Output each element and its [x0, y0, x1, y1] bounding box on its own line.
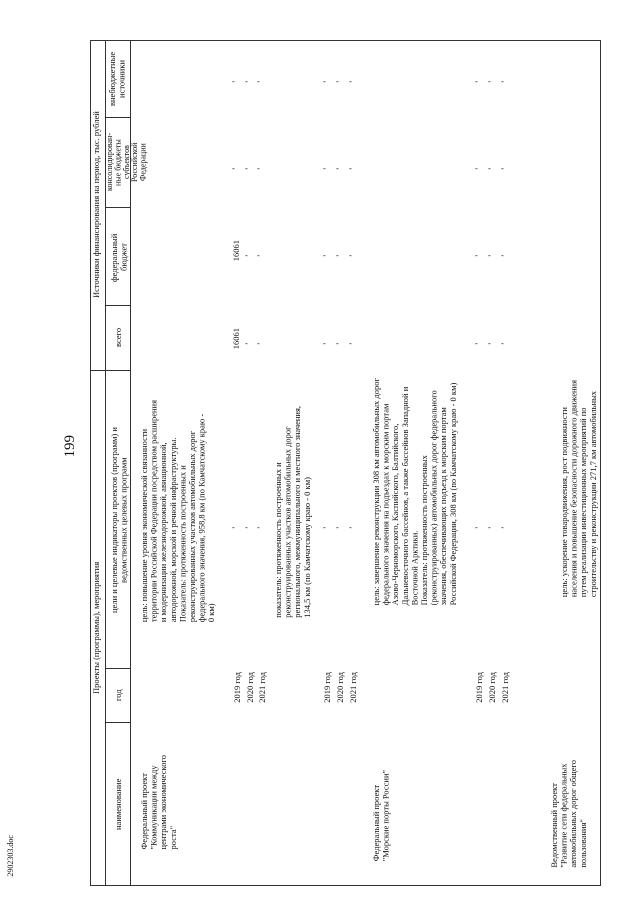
header-consolidated: консолидирован- ные бюджеты субъектов Российской Федерации: [105, 133, 148, 192]
total-value: -: [488, 338, 491, 348]
goal-dash: -: [336, 522, 339, 532]
consolidated-value: -: [336, 163, 339, 173]
extra-value: -: [488, 76, 491, 86]
goal-text: цель: завершение реконструкции 308 км автомобильных дорог федерального значения на подъездах к морским портам Азово-Черноморского, Каспийского, Балтийского, Дальневосточного бассейнов, а также бассейнов Западной и Восточной Арктики. Показатель: протяженность построенных (реконструированных) автомобильных дорог федерального значения, обеспечивающих подъезд к морским портам Российской Федерации, 308 км (по Камчатскому краю - 0 км): [371, 378, 458, 606]
col-sep-federal-total: [105, 305, 131, 306]
col-sep-extra-consol: [105, 117, 131, 118]
goal-text: цель: ускорение товародвижения, рост подвижности населения и повышение безопасности дорожного движения путем реализации инвестиционных мероприятий по строительству и реконструкции 271,7 км автомобильных: [559, 380, 598, 598]
extra-value: -: [336, 76, 339, 86]
total-value: -: [257, 338, 260, 348]
page-number: 199: [62, 435, 78, 458]
federal-value: -: [257, 250, 260, 260]
table-bottom-edge: [90, 885, 601, 886]
header-year: год: [113, 689, 123, 701]
extra-value: -: [323, 76, 326, 86]
year-label: 2021 год: [348, 672, 358, 703]
federal-value: 16061: [231, 240, 241, 262]
total-value: -: [475, 338, 478, 348]
extra-value: -: [475, 76, 478, 86]
total-value: 16061: [231, 328, 241, 350]
goal-text: показатель: протяженность построенных и реконструированных участков автомобильных дорог регионального, межмуниципального и местного значения, 134,5 км (по Камчатскому краю - 0 км): [273, 406, 312, 618]
federal-value: -: [245, 250, 248, 260]
total-value: -: [336, 338, 339, 348]
goal-dash: -: [245, 522, 248, 532]
federal-value: -: [475, 250, 478, 260]
total-value: -: [323, 338, 326, 348]
header-name: наименование: [113, 778, 123, 830]
table-border-bottom: [600, 40, 601, 885]
goal-text: цель: повышение уровня экономической связанности территории Российской Федерации посредством расширения и модернизации железнодорожной, авиационной, автодорожной, морской и речной инфраструктуры. Показатель: протяженность построенных и реконструированных участков автомобильных дорог федерального значения, 958,8 км (по Камчатскому краю - 0 км): [139, 400, 217, 623]
extra-value: -: [349, 76, 352, 86]
extra-value: -: [501, 76, 504, 86]
header-total: всего: [113, 327, 123, 348]
year-label: 2021 год: [500, 672, 510, 703]
col-sep-goals-year: [105, 668, 131, 669]
extra-value: -: [232, 76, 235, 86]
goal-dash: -: [501, 522, 504, 532]
federal-value: -: [349, 250, 352, 260]
consolidated-value: -: [501, 163, 504, 173]
footer-filename: 2902303.doc: [6, 835, 15, 877]
goal-dash: -: [349, 522, 352, 532]
project-name: Ведомственный проект "Развитие сети федеральных автомобильных дорог общего пользования": [549, 760, 588, 868]
year-label: 2019 год: [232, 672, 242, 703]
goal-dash: -: [488, 522, 491, 532]
goal-dash: -: [475, 522, 478, 532]
goal-dash: -: [323, 522, 326, 532]
header-federal: федеральный бюджет: [109, 233, 129, 282]
project-name: Федеральный проект "Коммуникации между центрами экономического роста": [139, 755, 178, 850]
consolidated-value: -: [349, 163, 352, 173]
header-goals: цели и целевые индикаторы проектов (программ) и ведомственных целевых программ: [109, 427, 129, 613]
consolidated-value: -: [257, 163, 260, 173]
consolidated-value: -: [488, 163, 491, 173]
goal-dash: -: [257, 522, 260, 532]
year-label: 2020 год: [487, 672, 497, 703]
header-projects-group: Проекты (программы), мероприятия: [91, 561, 101, 694]
consolidated-value: -: [323, 163, 326, 173]
year-label: 2019 год: [474, 672, 484, 703]
year-label: 2020 год: [335, 672, 345, 703]
federal-value: -: [488, 250, 491, 260]
col-sep-sources-projects: [90, 370, 131, 371]
table-top-edge: [90, 40, 601, 41]
consolidated-value: -: [245, 163, 248, 173]
extra-value: -: [257, 76, 260, 86]
header-sources-group: Источники финансирования на период, тыс. рублей: [91, 111, 101, 299]
header-extrabudget: внебюджетные источники: [107, 51, 127, 107]
consolidated-value: -: [475, 163, 478, 173]
total-value: -: [501, 338, 504, 348]
extra-value: -: [245, 76, 248, 86]
total-value: -: [245, 338, 248, 348]
total-value: -: [349, 338, 352, 348]
year-label: 2021 год: [257, 672, 267, 703]
col-sep-year-name: [105, 722, 131, 723]
consolidated-value: -: [232, 163, 235, 173]
year-label: 2019 год: [322, 672, 332, 703]
col-sep-consol-federal: [105, 207, 131, 208]
goal-dash: -: [232, 522, 235, 532]
federal-value: -: [501, 250, 504, 260]
federal-value: -: [336, 250, 339, 260]
project-name: Федеральный проект "Морские порты России": [371, 770, 391, 862]
year-label: 2020 год: [245, 672, 255, 703]
federal-value: -: [323, 250, 326, 260]
